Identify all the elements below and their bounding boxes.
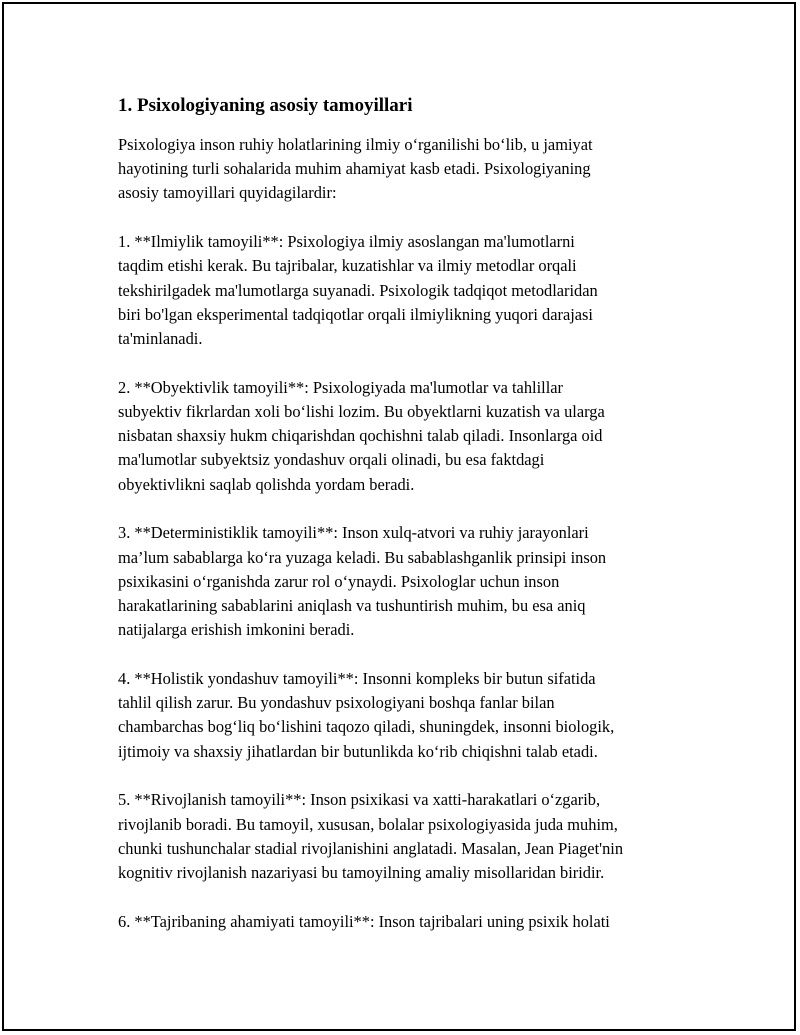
text-line: chambarchas bogʻliq boʻlishini taqozo qiladi, shuningdek, insonni biologik, [118,717,615,737]
text-line: nisbatan shaxsiy hukm chiqarishdan qochishni talab qiladi. Insonlarga oid [118,426,603,446]
paragraph-list [118,133,688,934]
text-line: natijalarga erishish imkonini beradi. [118,620,355,640]
principle-paragraph [118,667,688,764]
text-line: ma’lum sabablarga koʻra yuzaga keladi. Bu sabablashganlik prinsipi inson [118,547,607,567]
principle-paragraph [118,788,688,885]
text-line: ijtimoiy va shaxsiy jihatlardan bir butunlikda koʻrib chiqishni talab etadi. [118,741,598,761]
text-line: tekshirilgadek ma'lumotlarga suyanadi. Psixologik tadqiqot metodlaridan [118,280,598,300]
text-line: ta'minlanadi. [118,329,203,349]
text-line: subyektiv fikrlardan xoli boʻlishi lozim. Bu obyektlarni kuzatish va ularga [118,402,605,422]
text-line: psixikasini oʻrganishda zarur rol oʻynaydi. Psixologlar uchun inson [118,571,560,591]
text-line: Psixologiya inson ruhiy holatlarining ilmiy oʻrganilishi boʻlib, u jamiyat [118,135,593,154]
text-line: 2. **Obyektivlik tamoyili**: Psixologiyada ma'lumotlar va tahlillar [118,377,563,397]
text-line: hayotining turli sohalarida muhim ahamiyat kasb etadi. Psixologiyaning [118,159,591,179]
text-line: 4. **Holistik yondashuv tamoyili**: Insonni kompleks bir butun sifatida [118,669,596,689]
text-line: chunki tushunchalar stadial rivojlanishini anglatadi. Masalan, Jean Piaget'nin [118,838,624,858]
text-line: obyektivlikni saqlab qolishda yordam beradi. [118,474,415,494]
text-line: harakatlarining sabablarini aniqlash va tushuntirish muhim, bu esa aniq [118,596,586,616]
text-line: 1. **Ilmiylik tamoyili**: Psixologiya ilmiy asoslangan ma'lumotlarni [118,232,575,252]
intro-paragraph [118,133,688,206]
text-line: kognitiv rivojlanish nazariyasi bu tamoyilning amaliy misollaridan biridir. [118,863,605,883]
text-line: taqdim etishi kerak. Bu tajribalar, kuzatishlar va ilmiy metodlar orqali [118,256,577,276]
text-line: biri bo'lgan eksperimental tadqiqotlar orqali ilmiylikning yuqori darajasi [118,304,593,324]
principle-paragraph [118,910,688,934]
text-line: asosiy tamoyillari quyidagilardir: [118,183,337,203]
principle-paragraph [118,376,688,497]
text-line: rivojlanib boradi. Bu tamoyil, xususan, bolalar psixologiyasida juda muhim, [118,814,618,834]
text-line: ma'lumotlar subyektsiz yondashuv orqali olinadi, bu esa faktdagi [118,450,545,470]
text-line: 3. **Deterministiklik tamoyili**: Inson xulq-atvori va ruhiy jarayonlari [118,523,589,543]
text-line: 5. **Rivojlanish tamoyili**: Inson psixikasi va xatti-harakatlari oʻzgarib, [118,790,601,810]
document-body [118,93,688,959]
principle-paragraph [118,230,688,351]
section-heading: 1. Psixologiyaning asosiy tamoyillari [118,95,413,116]
principle-paragraph [118,521,688,642]
text-line: tahlil qilish zarur. Bu yondashuv psixologiyani boshqa fanlar bilan [118,693,555,713]
text-line: 6. **Tajribaning ahamiyati tamoyili**: Inson tajribalari uning psixik holati [118,911,610,931]
